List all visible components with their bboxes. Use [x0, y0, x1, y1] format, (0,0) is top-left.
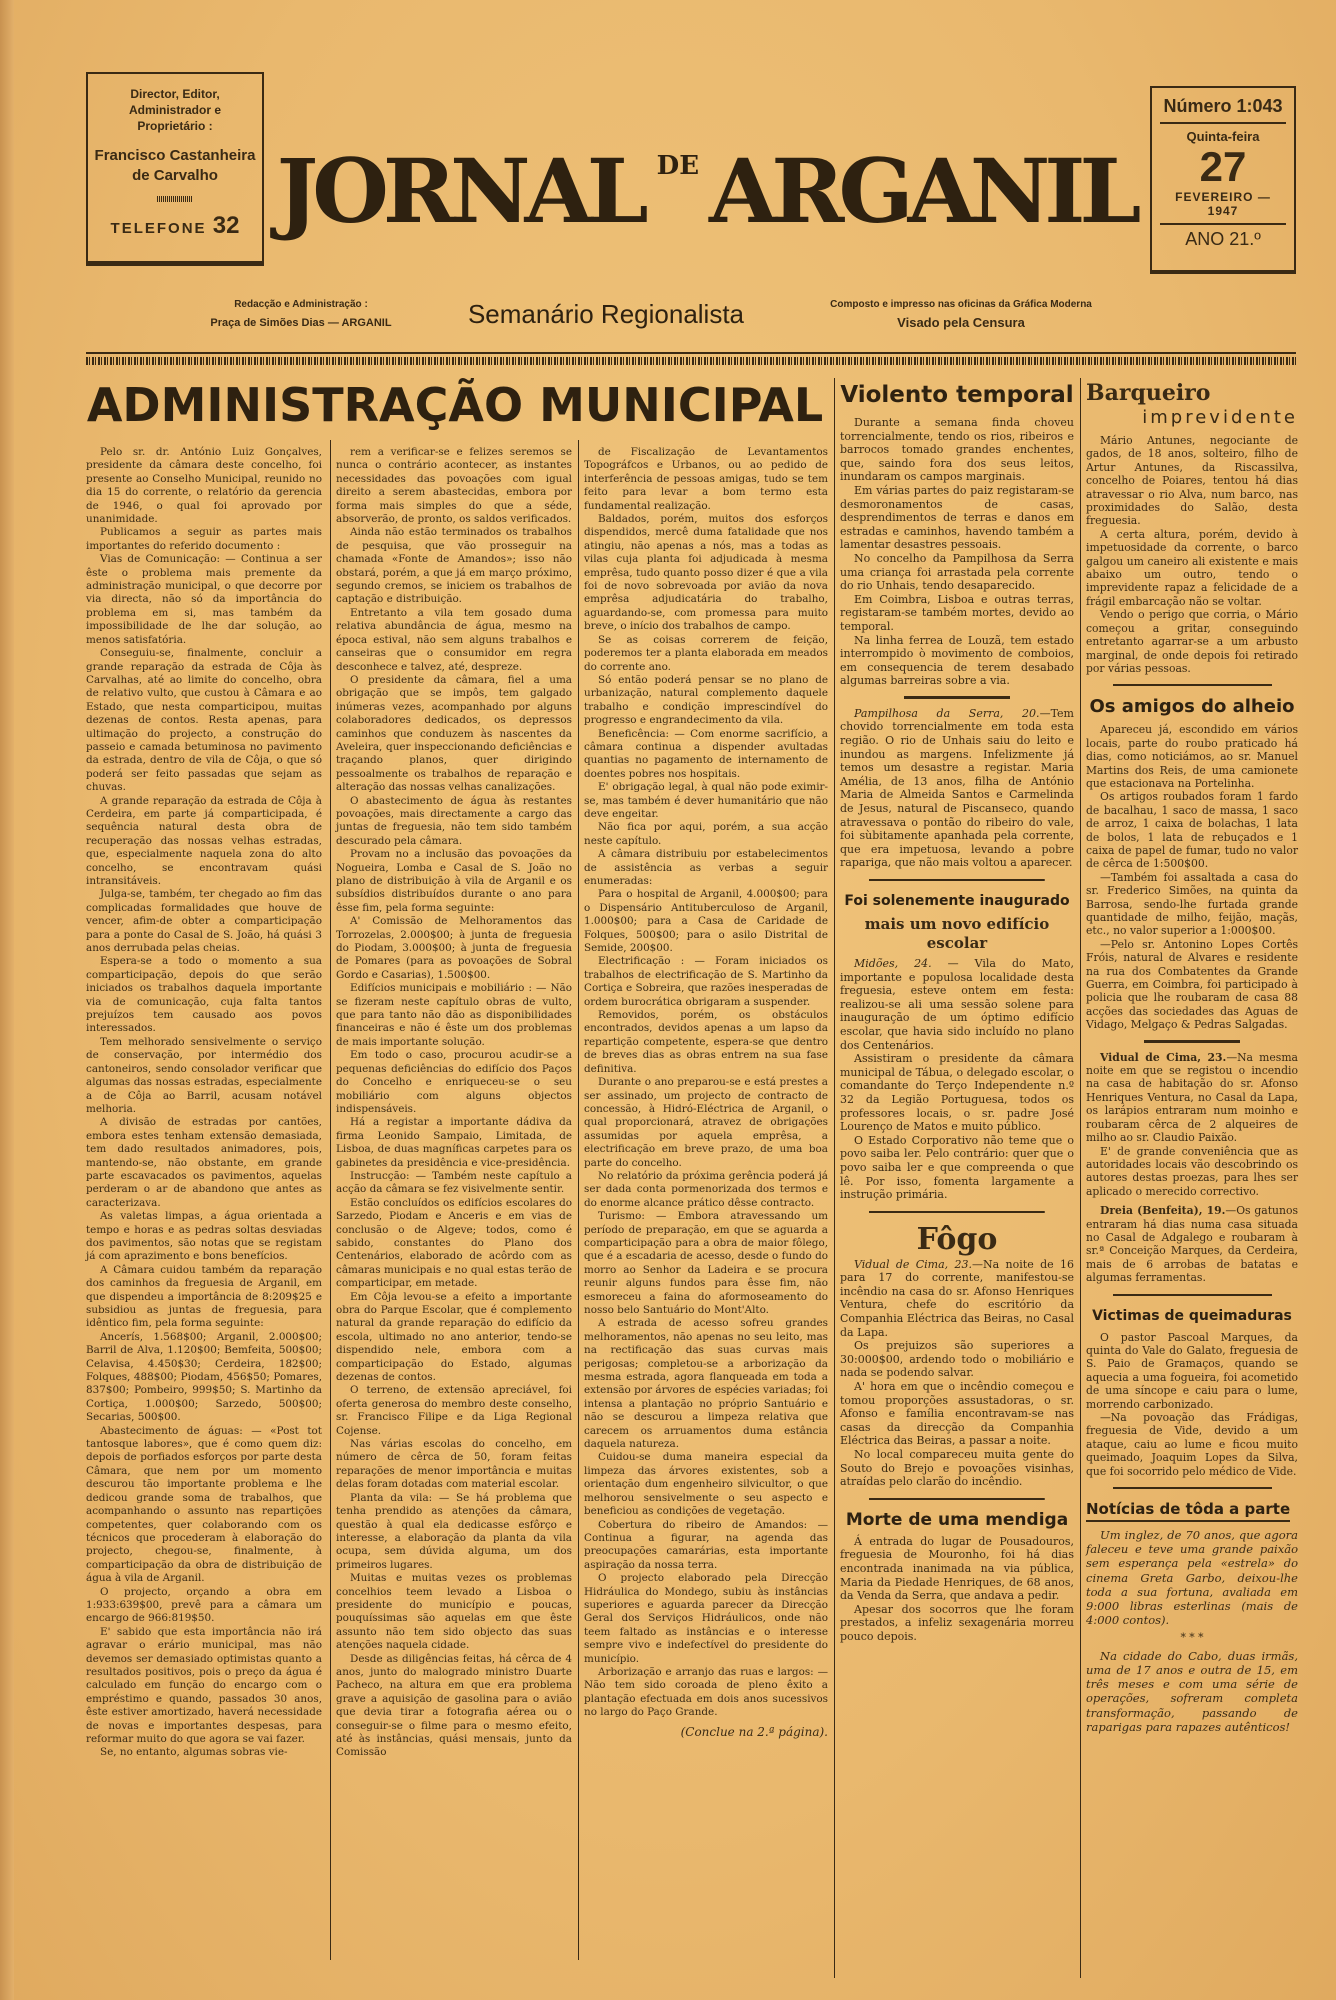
main-col3-paragraph: Se as coisas correrem de feição, poderemos ter a planta elaborada em meados do corrente ano.	[584, 633, 828, 673]
escola-para-1	[840, 957, 1074, 1052]
alheio-para-3: —Também foi assaltada a casa do sr. Frederico Simões, na quinta da Barrosa, sendo-lhe furtada grande quantidade de milho, feijão, maçãs, etc., no valor superior a 1:000$00.	[1086, 870, 1298, 938]
main-col3-paragraph: Não fica por aqui, porém, a sua acção neste capítulo.	[584, 821, 828, 847]
issue-month-year: FEVEREIRO — 1947	[1160, 190, 1286, 225]
newspaper-subtitle: Semanário Regionalista	[467, 298, 745, 329]
alheio-headline: Os amigos do alheio	[1089, 696, 1295, 718]
ornament-divider	[1113, 1484, 1272, 1492]
main-col2-paragraph: Provam no a inclusão das povoações da Nogueira, Lomba e Casal de S. João no plano de distribuição à vila de Arganil e os subsídios distribuídos durante o ano para êsse fim, pela forma seguinte:	[336, 848, 572, 914]
ornament-divider	[1113, 1291, 1272, 1299]
main-col2-paragraph: Muitas e muitas vezes os problemas concelhios teem levado a Lisboa o presidente do município e poucas, pouquíssimas são aquelas em que êste assunto não tem sido objecto das suas atenções naquela cidade.	[336, 1572, 572, 1652]
ornament-bar	[157, 196, 193, 202]
telephone	[88, 212, 262, 240]
alheio-para-4: —Pelo sr. Antonino Lopes Cortês Fróis, natural de Alvares e residente na rua dos Combatentes da Grande Guerra, em Coimbra, foi participado à policia que lhe roubaram de casa 88 acções das sociedades das Aguas de Vidago, Melgaço & Pedras Salgadas.	[1086, 937, 1298, 1032]
fogo-para-1	[840, 1258, 1074, 1340]
main-col2-paragraph: Entretanto a vila tem gosado duma relativa abundância de água, mesmo na época estival, não sem alguns trabalhos e canseiras que o consumidor em regra desconhece e talvez, até, despreze.	[336, 606, 572, 673]
main-col2-paragraph: rem a verificar-se e felizes seremos se nunca o contrário acontecer, as instantes necessidades das povoações com igual direito a serem abastecidas, embora por forma mais simples do que a séde, absorverão, de pronto, os saldos verificados.	[336, 446, 572, 526]
main-col3-paragraph: de Fiscalização de Levantamentos Topográfcos e Urbanos, ou ao pedido de interferência de pessoas amigas, tudo se tem feito para levar a bom termo esta fundamental realização.	[584, 446, 828, 512]
main-col1-paragraph: Julga-se, também, ter chegado ao fim das complicadas formalidades que houve de vencer, afim-de obter a comparticipação para a ponte do Casal de S. João, há quási 3 anos derrubada pelas cheias.	[86, 888, 322, 955]
main-col2-paragraph: Nas várias escolas do concelho, em número de cêrca de 50, foram feitas reparações de menor importância e muitas delas foram dotadas com material escolar.	[336, 1438, 572, 1491]
temporal-headline: Violento temporal	[840, 382, 1074, 408]
alheio-report-2-text: —Os gatunos entraram há dias numa casa situada no Casal de Adgalego e roubaram à sr.ª Conceição Marques, da Cerdeira, mais de 6 arrobas de batatas e algumas ferramentas.	[1086, 1204, 1298, 1285]
main-col3-paragraph: O projecto elaborado pela Direcção Hidráulica do Mondego, subiu às instâncias superiores e aguarda parecer da Direcção Geral dos Serviços Hidráulicos, onde não teem faltado as instâncias e o interesse sempre vivo e indefectível do presidente do município.	[584, 1572, 828, 1665]
escola-para-2: Assistiram o presidente da câmara municipal de Tábua, o delegado escolar, o comandante do Terço Independente n.º 32 da Legião Portuguesa, todos os professores locais, o sr. padre José Lourenço de Matos e muito público.	[840, 1052, 1074, 1134]
main-col1-paragraph: Abastecimento de águas: — «Post tot tantosque labores», que é como quem diz: depois de porfiados esforços por parte desta Câmara, que nem por um momento descurou tão importante problema e lhe dedicou grande soma de trabalhos, que acompanhando o assunto nas repartições competentes, quer colaborando com os técnicos que procederam à elaboração do projecto, chegou-se, finalmente, à comparticipação da obra de distribuição de água à vila de Arganil.	[86, 1424, 322, 1585]
column-5	[1086, 380, 1298, 1734]
queimaduras-para-2: —Na povoação das Frádigas, freguesia de Vide, devido a um ataque, caiu ao lume e ficou muito queimado, Joaquim Lopes da Silva, que foi socorrido pelo médico de Vide.	[1086, 1411, 1298, 1478]
issue-info-box	[1150, 86, 1296, 274]
main-col3-paragraph: No relatório da próxima gerência poderá já ser dada conta pormenorizada dos termos e do enorme alcance prático dêsse contracto.	[584, 1169, 828, 1209]
main-col2-paragraph: Instrucção: — Também neste capítulo a acção da câmara se fez visivelmente sentir.	[336, 1169, 572, 1196]
queimaduras-para-1: O pastor Pascoal Marques, da quinta do Vale do Galato, freguesia de S. Paio de Gramaços, quando se aquecia a uma fogueira, foi acometido de uma síncope e caiu para o lume, morrendo carbonizado.	[1086, 1330, 1298, 1411]
column-divider	[578, 440, 579, 1960]
issue-day: 27	[1199, 143, 1247, 190]
barqueiro-headline: Barqueiro	[1086, 380, 1211, 406]
censor-line: Visado pela Censura	[897, 315, 1025, 330]
fogo-para-4: No local compareceu muita gente do Souto do Brejo e povoações visinhas, atraídas pelo clarão do incêndio.	[840, 1448, 1074, 1489]
escola-dateline: Midões, 24.	[854, 957, 932, 970]
main-col3-paragraph: Cuidou-se duma maneira especial da limpeza das árvores existentes, sob a orientação dum engenheiro silvicultor, o que melhorou sensivelmente o seu aspecto e beneficiou as condições de vegetação.	[584, 1451, 828, 1518]
main-col3-paragraph: Arborização e arranjo das ruas e largos: — Não tem sido coroada de pleno êxito a plantação efectuada em dois anos sucessivos no largo do Paço Grande.	[584, 1665, 828, 1719]
main-article-column-3	[584, 446, 828, 1739]
main-col3-paragraph: A câmara distribuiu por estabelecimentos de assistência as verbas a seguir enumeradas:	[584, 848, 828, 887]
telephone-number: 32	[212, 212, 240, 239]
temporal-paragraph: Durante a semana finda choveu torrencialmente, tendo os rios, ribeiros e barrocos tomado grandes enchentes, que, saindo fora dos seus leitos, inundaram os campos marginais.	[840, 416, 1074, 484]
masthead	[86, 66, 1296, 278]
main-col2-paragraph: O presidente da câmara, fiel a uma obrigação que se impôs, tem galgado inúmeras vezes, acompanhado por alguns colaboradores dedicados, os depressos caminhos que conduzem às nascentes da Aveleira, quer inspeccionando deficiências e traçando planos, quer dirigindo pessoalmente os trabalhos de reparação e alteração das nossas velhas canalizações.	[336, 673, 572, 794]
main-col2-paragraph: Em todo o caso, procurou acudir-se a pequenas deficiências do edifício dos Paços do Concelho e enriqueceu-se o seu mobiliário com alguns objectos indispensáveis.	[336, 1049, 572, 1115]
ornament-divider	[869, 876, 1045, 884]
fogo-para-3: A' hora em que o incêndio começou e tomou proporções assustadoras, o sr. Afonso e família encontravam-se nas casas da direcção da Companhia Eléctrica das Beiras, a passar a noite.	[840, 1380, 1074, 1448]
column-divider	[330, 440, 331, 1960]
main-col1-paragraph: Publicamos a seguir as partes mais importantes do referido documento :	[86, 526, 322, 552]
main-headline: ADMINISTRAÇÃO MUNICIPAL	[86, 378, 824, 432]
main-col1-paragraph: O projecto, orçando a obra em 1:933:639$00, prevê para a câmara um encargo de 966:819$50.	[86, 1585, 322, 1625]
temporal-paragraph: Na linha ferrea de Louzã, tem estado interrompido ò movimento de comboios, em consequencia de terem desabado algumas barreiras sobre a via.	[840, 633, 1074, 688]
main-col2-paragraph: Planta da vila: — Se há problema que tenha prendido as atenções da câmara, questão à qual ela dedicasse esfôrço e interesse, a elaboração da planta da vila ocupa, sem dúvida alguma, um dos primeiros lugares.	[336, 1491, 572, 1571]
main-col1-paragraph: Tem melhorado sensivelmente o serviço de conservação, por intermédio dos cantoneiros, sendo consolador verificar que algumas das nossas estradas, especialmente a de Côja ao Barril, acusam notável melhoria.	[86, 1035, 322, 1115]
fogo-headline: Fôgo	[916, 1221, 998, 1257]
noticias-item-2: Na cidade do Cabo, duas irmãs, uma de 17 anos e outra de 15, em três meses e com uma série de operações, sofreram completa transformação, passando de raparigas para rapazes autênticos!	[1086, 1648, 1298, 1734]
ornament-divider	[869, 1208, 1045, 1216]
issue-year-label: ANO 21.º	[1185, 229, 1261, 249]
alheio-dateline-2: Dreia (Benfeita), 19.	[1100, 1204, 1226, 1218]
main-col1-paragraph: A Câmara cuidou também da reparação dos caminhos da freguesia de Arganil, em que dispendeu a importância de 8:209$25 e subsidiou as juntas de freguesia, para idêntico fim, pela forma seguinte:	[86, 1263, 322, 1330]
temporal-body	[840, 416, 1074, 688]
redaccao-street: Praça de Simões Dias — ARGANIL	[210, 317, 392, 329]
temporal-paragraph: Em várias partes do paiz registaram-se desmoronamentos de casas, desprendimentos de terras e danos em estradas e caminhos, havendo também a lamentar desastres pessoais.	[840, 483, 1074, 552]
masthead-ornament-rule	[86, 357, 1296, 365]
main-col2-paragraph: Em Côja levou-se a efeito a importante obra do Parque Escolar, que é complemento natural da grande reparação do edifício da escola, ultimado no ano anterior, tendo-se dispendido nele, embora com a comparticipação do Estado, algumas dezenas de contos.	[336, 1290, 572, 1384]
separator	[904, 696, 1009, 699]
noticias-headline: Notícias de tôda a parte	[1086, 1498, 1290, 1522]
escola-headline: Foi solenemente inaugurado	[844, 893, 1070, 909]
escola-para-1-text: — Vila do Mato, importante e populosa localidade desta freguesia, esteve ontem em festa: realizou-se ali uma sessão solene para inauguração de um óptimo edifício escolar, que havia sido incluído no plano dos Centenários.	[840, 957, 1075, 1052]
noticias-separator: * * *	[1180, 1631, 1204, 1645]
queimaduras-headline: Victimas de queimaduras	[1092, 1307, 1292, 1324]
alheio-report-2	[1086, 1204, 1298, 1284]
title-arganil: ARGANIL	[709, 139, 1136, 243]
alheio-para-1: Apareceu já, escondido em vários locais, parte do roubo praticado há dias, como noticiámos, ao sr. Manuel Martins dos Reis, de uma camionete que estacionava na Portelinha.	[1086, 723, 1298, 790]
main-col2-paragraph: Edifícios municipais e mobiliário : — Não se fizeram neste capítulo obras de vulto, que para tanto não dão as disponibilidades financeiras e não é êste um dos problemas de mais importante solução.	[336, 982, 572, 1048]
column-divider	[1080, 378, 1081, 1978]
redaccao-label: Redacção e Administração :	[234, 299, 368, 310]
ornament-divider	[1113, 681, 1272, 689]
main-col2-paragraph: O terreno, de extensão apreciável, foi oferta generosa do membro deste conselho, sr. Francisco Filipe e da Liga Regional Cojense.	[336, 1384, 572, 1437]
main-col2-paragraph: Há a registar a importante dádiva da firma Leonido Sampaio, Limitada, de Lisboa, de duas magníficas carpetes para os gabinetes da presidência e vice-presidência.	[336, 1116, 572, 1169]
ornament-divider	[869, 1495, 1045, 1503]
issue-number: Número 1:043	[1160, 96, 1286, 124]
main-col1-paragraph: Vias de Comunicação: — Continua a ser êste o problema mais premente da administração municipal, o que decorre por via directa, não só da importância do problema em si, mas também da impossibilidade de lhe dar solução, ao menos satisfatória.	[86, 553, 322, 646]
barqueiro-para-2: A certa altura, porém, devido à impetuosidade da corrente, o barco galgou um caneiro ali existente e mais abaixo um outro, tendo o imprevidente rapaz a felicidade de a frágil embarcação não se voltar.	[1086, 527, 1298, 608]
main-col1-paragraph: A divisão de estradas por cantões, embora estes tenham extensão demasiada, tem dado resultados animadores, pois, mantendo-se, não obstante, em grande parte escavacados os pavimentos, aquelas perderam o ar de abandono que antes as caracterizava.	[86, 1116, 322, 1209]
main-col1-paragraph: Ancerís, 1.568$00; Arganil, 2.000$00; Barril de Alva, 1.120$00; Bemfeita, 500$00; Celavisa, 4.450$30; Cerdeira, 182$00; Folques, 488$00; Piodam, 456$50; Pomares, 837$00; Pombeiro, 999$50; S. Martinho da Cortiça, 1.000$00; Sarzedo, 500$00; Secarias, 500$00.	[86, 1330, 322, 1424]
alheio-report-1b: E' de grande conveniência que as autoridades locais vão descobrindo os autores destas proezas, para lhes ser aplicado o merecido correctivo.	[1086, 1144, 1298, 1198]
director-info-box	[86, 72, 264, 266]
printer-line: Composto e impresso nas oficinas da Gráfica Moderna	[830, 299, 1092, 310]
main-col2-paragraph: Estão concluídos os edifícios escolares do Sarzedo, Piodam e Anceris e em vias de conclusão o de Algeve; todos, como é sabido, constantes do Plano dos Centenários, elaborado de acôrdo com as câmaras municipais e no qual estas terão de comparticipar, em metade.	[336, 1196, 572, 1290]
main-article-column-1	[86, 446, 322, 1760]
temporal-paragraph: Em Coimbra, Lisboa e outras terras, registaram-se também mortes, devido ao temporal.	[840, 592, 1074, 633]
main-article-column-3-body	[584, 446, 828, 1720]
barqueiro-para-3: Vendo o perigo que corria, o Mário começou a gritar, conseguindo entretanto agarrar-se a um arbusto marginal, de onde depois foi retirado por várias pessoas.	[1086, 608, 1298, 675]
barqueiro-para-1: Mário Antunes, negociante de gados, de 18 anos, solteiro, filho de Artur Antunes, da Riscassilva, concelho de Poiares, tentou há dias atravessar o rio Alva, num barco, nas proximidades do Salão, desta freguesia.	[1086, 434, 1298, 528]
main-col3-paragraph: Só então poderá pensar se no plano de urbanização, natural complemento daquele trabalho e condição imprescindível do progresso e engrandecimento da vila.	[584, 673, 828, 727]
masthead-rule	[86, 352, 1296, 354]
page-edge	[0, 0, 14, 2000]
issue-weekday: Quinta-feira	[1186, 129, 1260, 144]
main-col1-paragraph: Se, no entanto, algumas sobras vie-	[100, 1746, 288, 1759]
main-col3-paragraph: Durante o ano preparou-se e está prestes a ser assinado, um projecto de contracto de concessão, à Hidró-Eléctrica de Arganil, o qual proporcionará, atravez de obrigações assumidas por aquela emprêsa, a electrificação em breve prazo, de uma boa parte do concelho.	[584, 1076, 828, 1169]
escola-subheadline: mais um novo edifício escolar	[864, 915, 1050, 952]
temporal-report-text: —Tem chovido torrencialmente em toda esta região. O rio de Unhais saiu do leito e inundou as margens. Infelizmente já temos um desastre a registar. Maria Amélia, de 13 anos, filha de António Maria de Almeida Santos e Carmelinda de Jesus, natural de Piscanseco, quando atravessava o pontão do ribeiro do vale, foi sùbitamente apanhada pela corrente, que era impetuosa, levando a pobre rapariga, que não mais voltou a aparecer.	[840, 706, 1074, 870]
main-col2-paragraph: A' Comissão de Melhoramentos das Torrozelas, 2.000$00; à junta de freguesia do Piodam, 3.000$00; à junta de freguesia de Pomares (para as povoações de Sobral Gordo e Casarias), 1.500$00.	[336, 915, 572, 981]
main-col1-paragraph: Espera-se a todo o momento a sua comparticipação, depois do que serão iniciados os trabalhos daquela importante via de comunicação, cuja falta tantos prejuízos tem causado aos povos interessados.	[86, 955, 322, 1035]
alheio-dateline-1: Vidual de Cima, 23.	[1100, 1050, 1227, 1064]
title-jornal: JORNAL	[276, 139, 643, 243]
main-col1-paragraph: E' sabido que esta importância não irá agravar o erário municipal, mas não devemos ser demasiado optimistas quanto a resultados positivos, pois o preço da água é calculado em função do encargo com o empréstimo e quando, passados 30 anos, êste estiver amortizado, haverá necessidade de novas e importantes despesas, para reformar muito do que agora se vai fazer.	[86, 1625, 322, 1745]
mendiga-para-1: Á entrada do lugar de Pousadouros, freguesia de Mouronho, foi há dias encontrada inanimada na via pública, Maria da Piedade Henriques, de 68 anos, da Venda da Serra, que andava a pedir.	[840, 1534, 1074, 1603]
continuation-note: (Conclue na 2.ª página).	[680, 1724, 828, 1739]
main-col3-paragraph: Beneficência: — Com enorme sacrifício, a câmara continua a dispender avultadas quantias no pagamento de internamento de doentes pobres nos hospitais.	[584, 727, 828, 780]
main-col2-paragraph: Ainda não estão terminados os trabalhos de pesquisa, que vão prosseguir na chamada «Fonte de Amandos»; isso não obstará, porém, a que já em março próximo, segundo cremos, se iniciem os trabalhos de captação e distribuição.	[336, 526, 572, 606]
main-col3-paragraph: Electrificação : — Foram iniciados os trabalhos de electrificação de S. Martinho da Cortiça e Sobreira, que razões inesperadas de ordem burocrática obrigaram a suspender.	[584, 955, 828, 1008]
main-article-column-2	[336, 446, 572, 1760]
temporal-paragraph: No concelho da Pampilhosa da Serra uma criança foi arrastada pela corrente do rio Unhais, tendo desaparecido.	[840, 551, 1074, 593]
main-col2-paragraph: Desde as diligências feitas, há cêrca de 4 anos, junto do malogrado ministro Duarte Pacheco, na altura em que era problema grave a aquisição de gasolina para o avião que devia tirar a fotografia aérea ou o conseguir-se o filme para o mesmo efeito, até às instâncias, quási mensais, junto da Comissão	[336, 1652, 572, 1759]
alheio-report-1	[1086, 1051, 1298, 1145]
main-col3-paragraph: Cobertura do ribeiro de Amandos: — Continua a figurar, na agenda das preocupações camarárias, esta importante aspiração da nossa terra.	[584, 1518, 828, 1571]
title-de: DE	[656, 151, 700, 181]
main-col3-paragraph: Turismo: — Embora atravessando um período de preparação, em que se aguarda a comparticipação para a obra de maior fôlego, que é a escadaria de acesso, desde o fundo do morro ao Senhor da Ladeira e se procura reunir alguns fundos para êsse fim, não esmoreceu a faina do aformoseamento do nosso belo Santuário do Mont'Alto.	[584, 1210, 828, 1316]
temporal-dateline: Pampilhosa da Serra, 20.	[854, 706, 1040, 720]
main-col2-paragraph: O abastecimento de água às restantes povoações, mais directamente a cargo das juntas de freguesia, não tem sido também descurado pela câmara.	[336, 794, 572, 847]
printer-info	[796, 296, 1126, 332]
newspaper-title	[276, 66, 1136, 266]
main-col3-paragraph: Removidos, porém, os obstáculos encontrados, devidos apenas a um lapso da repartição competente, espera-se que dentro de breves dias as obras entrem na sua fase definitiva.	[584, 1009, 828, 1075]
temporal-report	[840, 707, 1074, 870]
main-col1-paragraph: As valetas limpas, a água orientada a tempo e horas e as pedras soltas desviadas dos pavimentos, são notas que se registam já com aprazimento e bons benefícios.	[86, 1210, 322, 1263]
mendiga-headline: Morte de uma mendiga	[845, 1509, 1069, 1530]
escola-para-3: O Estado Corporativo não teme que o povo saiba ler. Pelo contrário: quer que o povo saiba ler e que compreenda o que lê. Por isso, fomenta largamente a instrução primária.	[840, 1133, 1074, 1202]
barqueiro-subheadline: imprevidente	[1142, 407, 1298, 428]
column-4	[840, 380, 1074, 1644]
main-col1-paragraph: Pelo sr. dr. António Luiz Gonçalves, presidente da câmara deste concelho, foi presente ao Conselho Municipal, reunido no dia 15 do corrente, o relatório da gerencia de 1946, o qual foi aprovado por unanimidade.	[86, 446, 322, 526]
director-role: Director, Editor, Administrador e Proprietário :	[128, 87, 221, 133]
main-col1-paragraph: A grande reparação da estrada de Côja à Cerdeira, em parte já comparticipada, é sequência natural desta obra de recuperação das nossas velhas estradas, que, especialmente naquela zona do alto concelho, se encontravam quási intransitáveis.	[86, 794, 322, 887]
separator	[1144, 1040, 1239, 1043]
alheio-report-1-text: —Na mesma noite em que se registou o incendio na casa de habitação do sr. Afonso Henriques Ventura, no Casal da Lapa, os larápios entraram num moinho e roubaram cêrca de 2 alqueires de milho ao sr. Claudio Paixão.	[1086, 1050, 1298, 1145]
masthead-subrow	[186, 286, 1296, 342]
noticias-item-1: Um inglez, de 70 anos, que agora faleceu e teve uma grande paixão sem esperança pela «estrela» do cinema Greta Garbo, deixou-lhe toda a sua fortuna, avaliada em 9:000 libras esterlinas (mais de 4:000 contos).	[1086, 1528, 1298, 1628]
column-divider	[834, 378, 835, 1978]
fogo-para-2: Os prejuizos são superiores a 30:000$00, ardendo todo o mobiliário e nada se podendo salvar.	[840, 1339, 1074, 1380]
mendiga-para-2: Apesar dos socorros que lhe foram prestados, a infeliz sexagenária morreu pouco depois.	[840, 1602, 1074, 1643]
alheio-para-2: Os artigos roubados foram 1 fardo de bacalhau, 1 saco de massa, 1 saco de arroz, 1 caixa de bolachas, 1 lata de bolos, 1 lata de rebuçados e 1 caixa de papel de fumar, tudo no valor de cêrca de 1:500$00.	[1086, 790, 1298, 871]
redaccao-address	[186, 296, 416, 332]
main-col1-paragraph: Conseguiu-se, finalmente, concluir a grande reparação da estrada de Côja às Carvalhas, até ao limite do concelho, obra de relativo vulto, que custou à Câmara e ao Estado, que nesta comparticipou, muitas dezenas de contos. Resta apenas, para ultimação do projecto, a construção do passeio e camada betuminosa no pavimento da estrada, dentro de vila de Côja, o que só poderá ser feito passadas que sejam as chuvas.	[86, 647, 322, 794]
fogo-para-1-text: —Na noite de 16 para 17 do corrente, manifestou-se incêndio na casa do sr. Afonso Henriques Ventura, chefe do escritório da Companhia Eléctrica das Beiras, no Casal da Lapa.	[840, 1257, 1074, 1339]
fogo-dateline: Vidual de Cima, 23.	[854, 1257, 973, 1271]
telephone-label: TELEFONE	[110, 220, 207, 237]
main-col3-paragraph: E' obrigação legal, à qual não pode eximir-se, mas também é dever humanitário que não deve engeitar.	[584, 781, 828, 820]
main-col3-paragraph: Baldados, porém, muitos dos esforços dispendidos, mercê duma fatalidade que nos atingiu, não apenas a nós, mas a todas as vilas cuja planta foi adjudicada à mesma emprêsa, tudo quanto posso dizer é que a vila foi de novo sobrevoada por avião da nova emprêsa adjudicatária do trabalho, aguardando-se, com promessa para muito breve, o início dos trabalhos de campo.	[584, 513, 828, 633]
main-col3-paragraph: Para o hospital de Arganil, 4.000$00; para o Dispensário Antituberculoso de Arganil, 1.000$00; para a Casa de Caridade de Folques, 500$00; para o asilo Distrital de Semide, 200$00.	[584, 888, 828, 955]
main-col3-paragraph: A estrada de acesso sofreu grandes melhoramentos, não apenas no seu leito, mas na rectificação das suas curvas mais perigosas; completou-se a arborização da mesma estrada, agora flanqueada em toda a extensão por árvores de espécies variadas; foi intensa a plantação no próprio Santuário e não se descurou a limpeza relativa que carecem os arruamentos duma estância daquela natureza.	[584, 1317, 828, 1451]
director-name: Francisco Castanheira de Carvalho	[94, 147, 256, 184]
